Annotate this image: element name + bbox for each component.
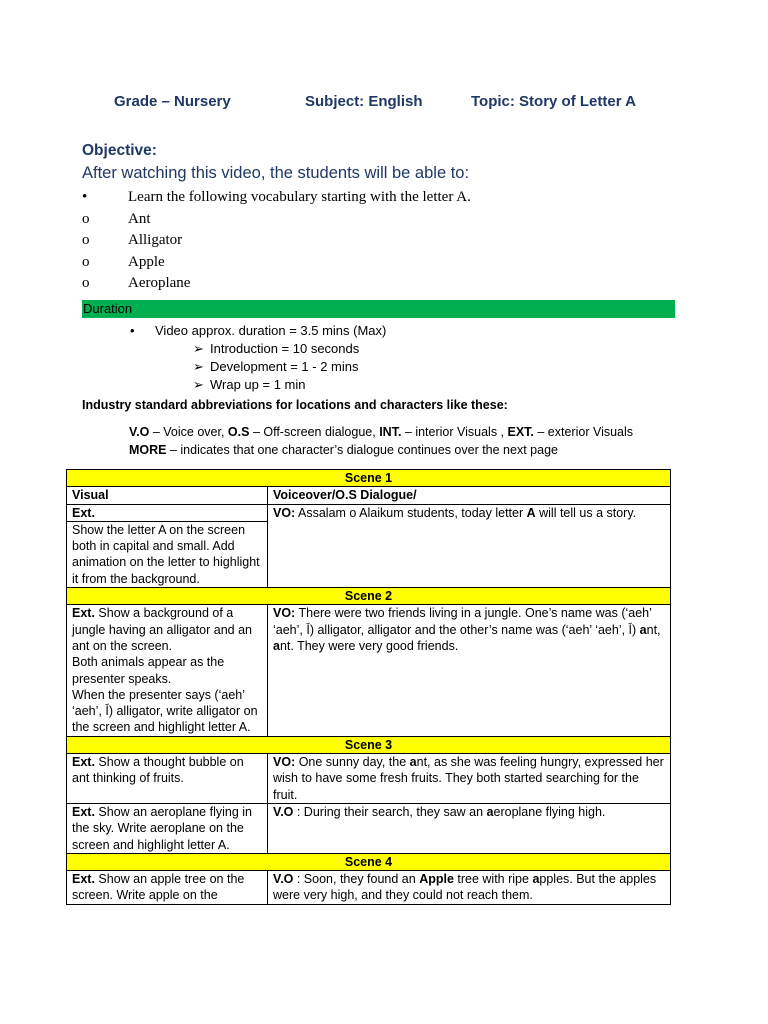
vo-highlight: A [526, 505, 536, 520]
vo-highlight: a [639, 622, 647, 637]
duration-sub-item: Introduction = 10 seconds [210, 341, 360, 356]
visual-text: Show an apple tree on the screen. Write apple on the [72, 872, 245, 903]
vo-text: nt. They were very good friends. [279, 638, 459, 653]
duration-sub-item: Wrap up = 1 min [210, 377, 306, 392]
vo-text: nt, [646, 622, 661, 637]
bullet-marker: o [82, 254, 90, 270]
scene-1-voiceover [268, 504, 671, 587]
vo-label: V.O [273, 872, 294, 887]
scene-1-visual: Show the letter A on the screen both in capital and small. Add animation on the letter to highlight it from the background. [67, 521, 268, 587]
ext-label: Ext. [72, 755, 95, 770]
visual-text: When the presenter says (‘aeh’ ‘aeh’, اَ) alligator, write alligator on the screen and highlight letter A. [72, 687, 258, 735]
vo-text: nt, as she was feeling hungry, expressed her wish to have some fresh fruits. They both started searching for the fruit. [273, 755, 664, 802]
script-table [66, 469, 671, 905]
more-code: MORE [129, 443, 167, 457]
int-code: INT. [379, 425, 402, 439]
scene-3-voiceover-2 [268, 803, 671, 853]
subject-label: Subject: English [305, 93, 423, 110]
vo-highlight: a [486, 804, 494, 819]
objective-item-text: Apple [128, 254, 165, 270]
vo-desc: – Voice over, [149, 425, 228, 439]
ext-label: Ext. [72, 872, 95, 887]
scene-4-voiceover [268, 871, 671, 905]
vo-text: will tell us a story. [535, 505, 637, 520]
grade-label: Grade – Nursery [114, 93, 231, 110]
visual-column-header: Visual [67, 487, 268, 504]
duration-sub-item: Development = 1 - 2 mins [210, 359, 359, 374]
scene-2-header: Scene 2 [67, 588, 671, 605]
scene-2-visual [67, 605, 268, 736]
vo-label: V.O [273, 804, 294, 819]
arrow-bullet-icon: ➢ [193, 359, 204, 374]
visual-text: Show an aeroplane flying in the sky. Write aeroplane on the screen and highlight letter A. [72, 804, 252, 852]
vo-label: VO: [273, 606, 296, 621]
bullet-icon: • [130, 323, 135, 338]
vo-highlight: Apple [419, 872, 454, 887]
vo-text: There were two friends living in a jungle. One’s name was (‘aeh’ ‘aeh’, اَ) alligator, alligator and the other’s name was (‘aeh’ ‘aeh’, اَ) [273, 606, 652, 637]
scene-4-visual [67, 871, 268, 905]
objective-title: Objective: [82, 142, 157, 159]
scene-3-header: Scene 3 [67, 736, 671, 753]
visual-text: Show a thought bubble on ant thinking of fruits. [72, 755, 244, 786]
vo-text: tree with ripe [453, 872, 533, 887]
vo-highlight: a [532, 872, 540, 887]
vo-code: V.O [129, 425, 150, 439]
abbreviations-line-1 [129, 425, 633, 439]
vo-text: : Soon, they found an [293, 872, 420, 887]
os-desc: – Off-screen dialogue, [249, 425, 380, 439]
vo-text: pples. But the apples were very high, and they could not reach them. [273, 872, 657, 903]
scene-3-voiceover-1 [268, 754, 671, 804]
vo-text: One sunny day, the [295, 755, 410, 770]
ext-label: Ext. [72, 804, 95, 819]
ext-desc: – exterior Visuals [533, 425, 634, 439]
scene-3-visual-1 [67, 754, 268, 804]
abbreviations-line-2 [129, 443, 558, 457]
arrow-bullet-icon: ➢ [193, 377, 204, 392]
scene-4-header: Scene 4 [67, 853, 671, 870]
objective-item-text: Alligator [128, 232, 183, 248]
topic-label: Topic: Story of Letter A [471, 93, 636, 110]
vo-highlight: a [273, 638, 280, 653]
arrow-bullet-icon: ➢ [193, 341, 204, 356]
objective-item-text: Ant [128, 211, 151, 227]
abbreviations-heading: Industry standard abbreviations for locations and characters like these: [82, 398, 508, 412]
scene-2-voiceover [268, 605, 671, 736]
vo-label: VO: [273, 755, 296, 770]
ext-label: Ext. [72, 606, 95, 621]
vo-text: Assalam o Alaikum students, today letter [295, 505, 527, 520]
bullet-marker: o [82, 275, 90, 291]
more-desc: – indicates that one character’s dialogue continues over the next page [166, 443, 558, 457]
vo-text: eroplane flying high. [493, 804, 606, 819]
objective-subtitle: After watching this video, the students will be able to: [82, 164, 470, 182]
scene-1-header: Scene 1 [67, 470, 671, 487]
scene-1-ext-label: Ext. [67, 504, 268, 521]
duration-main: Video approx. duration = 3.5 mins (Max) [155, 323, 387, 338]
bullet-marker: o [82, 232, 90, 248]
voiceover-column-header: Voiceover/O.S Dialogue/ [268, 487, 671, 504]
scene-3-visual-2 [67, 803, 268, 853]
objective-item-text: Learn the following vocabulary starting with the letter A. [128, 189, 471, 205]
vo-label: VO: [273, 505, 296, 520]
visual-text: Both animals appear as the presenter speaks. [72, 655, 225, 686]
visual-text: Show a background of a jungle having an alligator and an ant on the screen. [72, 606, 252, 653]
objective-item-text: Aeroplane [128, 275, 191, 291]
duration-label: Duration [83, 301, 133, 316]
vo-highlight: a [409, 755, 417, 770]
duration-bar [82, 300, 675, 318]
ext-code: EXT. [507, 425, 534, 439]
vo-text: : During their search, they saw an [293, 804, 487, 819]
os-code: O.S [227, 425, 250, 439]
int-desc: – interior Visuals , [401, 425, 508, 439]
bullet-marker: • [82, 189, 88, 205]
bullet-marker: o [82, 211, 90, 227]
